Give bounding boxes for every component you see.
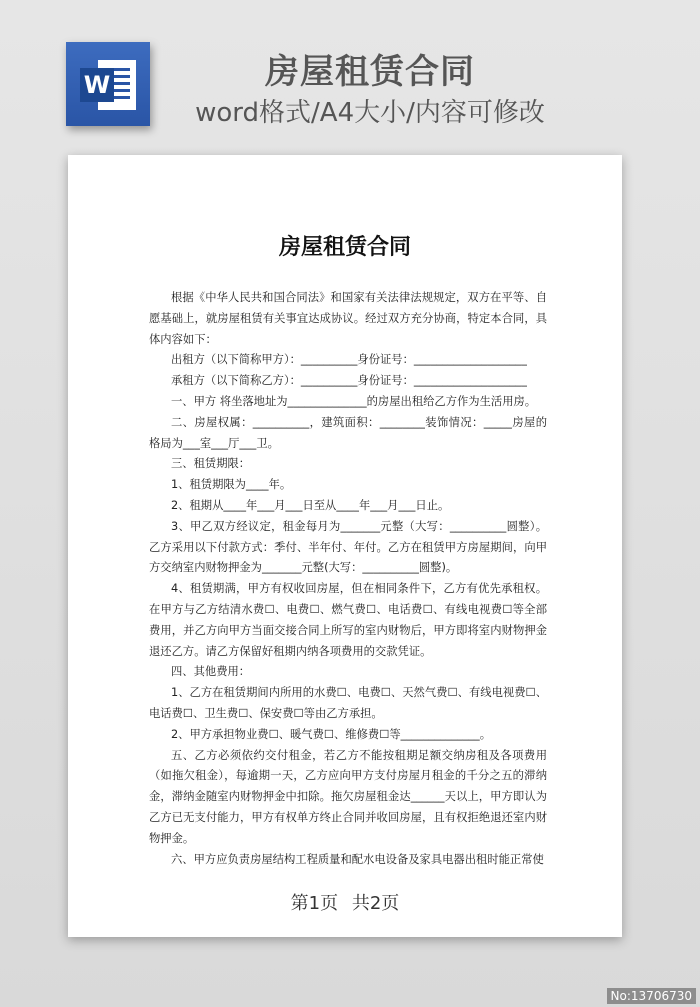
paragraph: 二、房屋权属：__________，建筑面积：________装饰情况：_____房屋的格局为___室___厅___卫。: [149, 415, 547, 450]
page-footer: 第1页 共2页: [290, 893, 400, 914]
paragraph: 出租方（以下简称甲方）：__________身份证号：____________________: [171, 353, 527, 367]
header-title: 房屋租赁合同: [265, 52, 475, 92]
paragraph: 3、甲乙双方经议定，租金每月为_______元整（大写：__________圆整）。乙方采用以下付款方式：季付、半年付、年付。乙方在租赁甲方房屋期间，向甲方交纳室内财物押金为_______元整(大写：__________圆整)。: [149, 519, 547, 575]
word-icon: [66, 42, 150, 126]
header-subtitle: word格式/A4大小/内容可修改: [195, 98, 545, 128]
paragraph: 1、租赁期限为____年。: [171, 478, 292, 492]
word-letter: W: [80, 68, 114, 102]
paragraph: 五、乙方必须依约交付租金，若乙方不能按租期足额交纳房租及各项费用（如拖欠租金），每逾期一天，乙方应向甲方支付房屋月租金的千分之五的滞纳金，滞纳金随室内财物押金中扣除。拖欠房屋租金达______天以上，甲方即认为乙方已无支付能力，甲方有权单方终止合同并收回房屋，且有权拒绝退还室内财物押金。: [149, 748, 547, 845]
paragraph: 1、乙方在租赁期间内所用的水费☐、电费☐、天然气费☐、有线电视费☐、电话费☐、卫生费☐、保安费☐等由乙方承担。: [149, 686, 547, 720]
paragraph: 2、甲方承担物业费☐、暖气费☐、维修费☐等______________。: [171, 727, 491, 741]
paragraph: 一、甲方 将坐落地址为______________的房屋出租给乙方作为生活用房。: [171, 394, 537, 408]
paragraph: 六、甲方应负责房屋结构工程质量和配水电设备及家具电器出租时能正常使: [171, 852, 544, 866]
paragraph: 根据《中华人民共和国合同法》和国家有关法律法规规定，双方在平等、自愿基础上，就房屋租赁有关事宜达成协议。经过双方充分协商，特定本合同，具体内容如下：: [149, 291, 547, 346]
document-page: [68, 155, 622, 937]
paragraph: 四、其他费用：: [171, 665, 251, 679]
paragraph: 4、租赁期满，甲方有权收回房屋，但在相同条件下，乙方有优先承租权。在甲方与乙方结清水费☐、电费☐、燃气费☐、电话费☐、有线电视费☐等全部费用，并乙方向甲方当面交接合同上所写的室内财物后，甲方即将室内财物押金退还乙方。请乙方保留好租期内纳各项费用的交款凭证。: [149, 582, 547, 658]
document-title: 房屋租赁合同: [278, 234, 411, 260]
image-id-watermark: No:13706730: [607, 988, 696, 1004]
document-body: [149, 288, 547, 870]
paragraph: 承租方（以下简称乙方）：__________身份证号：____________________: [171, 374, 527, 388]
paragraph: 三、租赁期限：: [171, 457, 251, 471]
paragraph: 2、租期从____年___月___日至从____年___月___日止。: [171, 498, 450, 512]
